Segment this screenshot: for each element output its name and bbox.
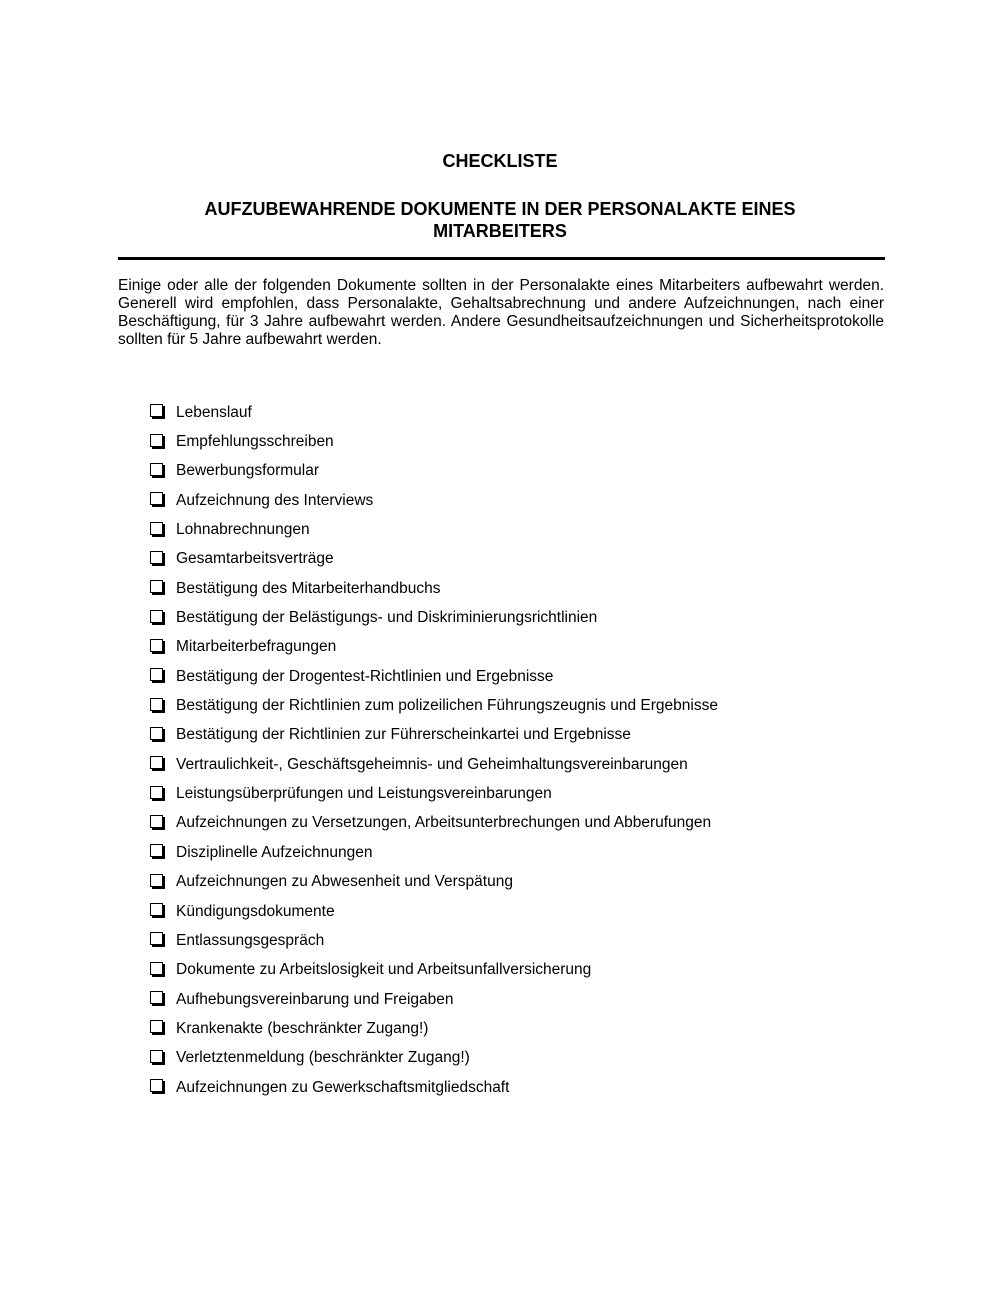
checkbox-icon[interactable] xyxy=(150,962,163,975)
checklist-item xyxy=(150,662,718,691)
checkbox-icon[interactable] xyxy=(150,404,163,417)
intro-paragraph: Einige oder alle der folgenden Dokumente sollten in der Personalakte eines Mitarbeiters aufbewahrt werden. Generell wird empfohlen, dass Personalakte, Gehaltsabrechnung und andere Aufzeichnungen, nach einer Beschäftigung, für 3 Jahre aufbewahrt werden. Andere Gesundheitsaufzeichnungen und Sicherheitsprotokolle sollten für 5 Jahre aufbewahrt werden. xyxy=(118,277,884,348)
document-title: CHECKLISTE xyxy=(442,151,558,171)
checklist-item-label: Vertraulichkeit-, Geschäftsgeheimnis- und Geheimhaltungsvereinbarungen xyxy=(176,755,688,773)
checklist-item-label: Bestätigung der Drogentest-Richtlinien und Ergebnisse xyxy=(176,667,554,685)
checklist-item-label: Aufzeichnungen zu Versetzungen, Arbeitsunterbrechungen und Abberufungen xyxy=(176,814,712,832)
checkbox-icon[interactable] xyxy=(150,903,163,916)
document-subtitle: AUFZUBEWAHRENDE DOKUMENTE IN DER PERSONALAKTE EINES MITARBEITERS xyxy=(204,199,796,241)
checkbox-icon[interactable] xyxy=(150,815,163,828)
checklist-item xyxy=(150,926,718,955)
checklist-item-label: Bestätigung des Mitarbeiterhandbuchs xyxy=(176,579,441,597)
checklist-item-label: Bestätigung der Richtlinien zur Führerscheinkartei und Ergebnisse xyxy=(176,726,631,744)
checkbox-icon[interactable] xyxy=(150,786,163,799)
checklist-item xyxy=(150,633,718,662)
checklist-item-label: Empfehlungsschreiben xyxy=(176,433,334,451)
checklist-item-label: Kündigungsdokumente xyxy=(176,902,335,920)
checklist-item-label: Aufhebungsvereinbarung und Freigaben xyxy=(176,990,454,1008)
checkbox-icon[interactable] xyxy=(150,1050,163,1063)
checklist-item xyxy=(150,545,718,574)
checklist-item-label: Entlassungsgespräch xyxy=(176,931,325,949)
checkbox-icon[interactable] xyxy=(150,434,163,447)
checklist-item-label: Aufzeichnung des Interviews xyxy=(176,491,374,509)
checklist-item xyxy=(150,457,718,486)
checkbox-icon[interactable] xyxy=(150,1020,163,1033)
checklist-item-label: Verletztenmeldung (beschränkter Zugang!) xyxy=(176,1049,470,1067)
checklist-item xyxy=(150,721,718,750)
checkbox-icon[interactable] xyxy=(150,463,163,476)
checkbox-icon[interactable] xyxy=(150,932,163,945)
checklist-item xyxy=(150,603,718,632)
checkbox-icon[interactable] xyxy=(150,492,163,505)
checklist-item xyxy=(150,1044,718,1073)
checklist-item-label: Bewerbungsformular xyxy=(176,462,320,480)
checklist-item-label: Lohnabrechnungen xyxy=(176,521,310,539)
checklist-item-label: Dokumente zu Arbeitslosigkeit und Arbeitsunfallversicherung xyxy=(176,961,592,979)
checklist-item xyxy=(150,1073,718,1102)
checkbox-icon[interactable] xyxy=(150,639,163,652)
checkbox-icon[interactable] xyxy=(150,668,163,681)
document-checklist xyxy=(150,398,718,1102)
checklist-item-label: Bestätigung der Richtlinien zum polizeilichen Führungszeugnis und Ergebnisse xyxy=(176,697,718,715)
checklist-item-label: Mitarbeiterbefragungen xyxy=(176,638,337,656)
checklist-item xyxy=(150,750,718,779)
checkbox-icon[interactable] xyxy=(150,610,163,623)
checkbox-icon[interactable] xyxy=(150,1079,163,1092)
title-divider xyxy=(118,257,885,260)
checklist-item xyxy=(150,809,718,838)
checklist-item xyxy=(150,779,718,808)
checkbox-icon[interactable] xyxy=(150,991,163,1004)
checkbox-icon[interactable] xyxy=(150,874,163,887)
checklist-item xyxy=(150,398,718,427)
checkbox-icon[interactable] xyxy=(150,522,163,535)
checklist-item-label: Lebenslauf xyxy=(176,403,252,421)
checklist-item xyxy=(150,427,718,456)
checklist-item xyxy=(150,486,718,515)
checklist-item xyxy=(150,956,718,985)
checkbox-icon[interactable] xyxy=(150,727,163,740)
checklist-item-label: Leistungsüberprüfungen und Leistungsvereinbarungen xyxy=(176,785,552,803)
checkbox-icon[interactable] xyxy=(150,580,163,593)
checklist-item xyxy=(150,985,718,1014)
checkbox-icon[interactable] xyxy=(150,698,163,711)
checklist-item xyxy=(150,897,718,926)
checklist-item-label: Gesamtarbeitsverträge xyxy=(176,550,334,568)
checklist-item xyxy=(150,515,718,544)
checkbox-icon[interactable] xyxy=(150,551,163,564)
checklist-item-label: Bestätigung der Belästigungs- und Diskriminierungsrichtlinien xyxy=(176,609,598,627)
checklist-item xyxy=(150,1014,718,1043)
checklist-item xyxy=(150,868,718,897)
checklist-item xyxy=(150,691,718,720)
checklist-item-label: Disziplinelle Aufzeichnungen xyxy=(176,843,373,861)
checklist-item-label: Aufzeichnungen zu Abwesenheit und Verspätung xyxy=(176,873,513,891)
checklist-item xyxy=(150,574,718,603)
checkbox-icon[interactable] xyxy=(150,756,163,769)
checklist-item-label: Aufzeichnungen zu Gewerkschaftsmitgliedschaft xyxy=(176,1078,510,1096)
checklist-item-label: Krankenakte (beschränkter Zugang!) xyxy=(176,1019,429,1037)
checklist-item xyxy=(150,838,718,867)
checkbox-icon[interactable] xyxy=(150,844,163,857)
